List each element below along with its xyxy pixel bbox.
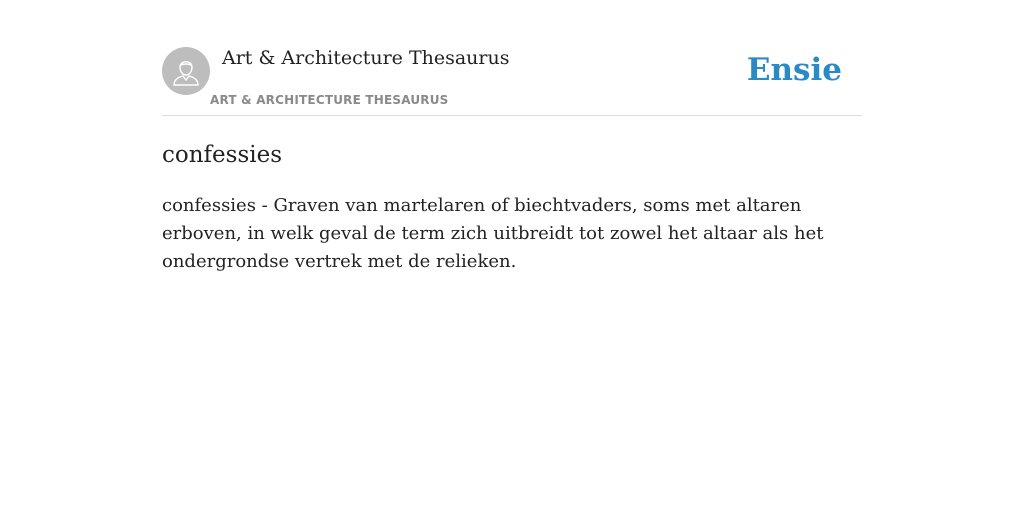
entry-definition: confessies - Graven van martelaren of biechtvaders, soms met altaren erboven, in welk geval de term zich uitbreidt tot zowel het altaar als het ondergrondse vertrek met de relieken. [162,195,824,272]
page-container [162,0,862,272]
page-header [162,0,862,116]
avatar[interactable] [162,47,210,95]
entry-term: confessies [162,142,283,168]
ensie-logo[interactable]: Ensie [746,52,842,88]
author-name[interactable]: Art & Architecture Thesaurus [222,47,510,69]
user-icon [172,56,200,86]
author-subtitle[interactable]: ART & ARCHITECTURE THESAURUS [210,93,449,107]
